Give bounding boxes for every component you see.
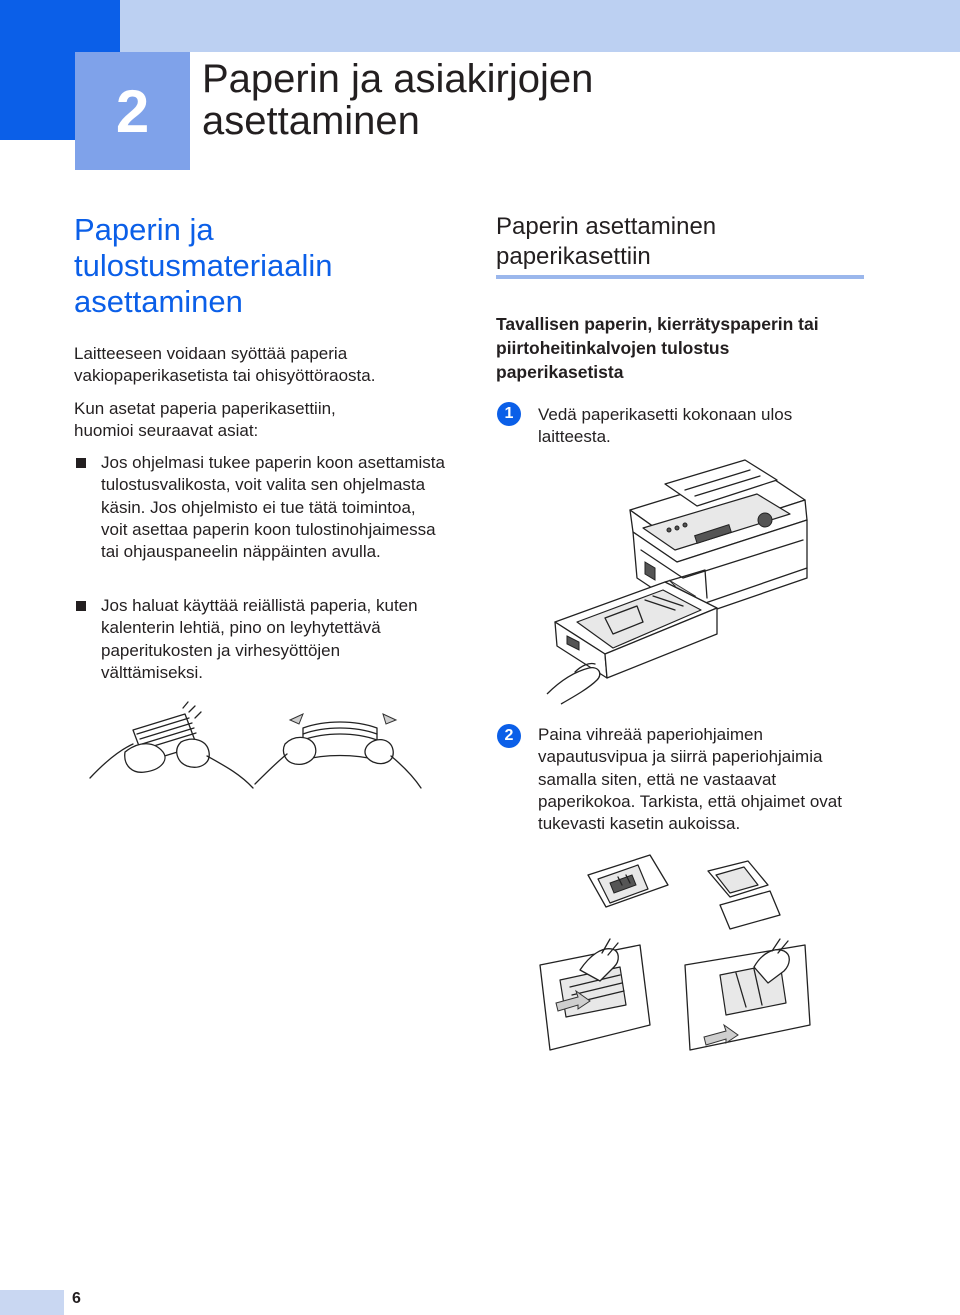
section-heading-line-2: tulostusmateriaalin [74,248,333,283]
bullet-text: Jos ohjelmasi tukee paperin koon asettamista tulostusvalikosta, voit valita sen ohjelmasta käsin. Jos ohjelmisto ei tue tätä toimintoa, voit asettaa paperin koon tulostinohjaimessa tai ohjauspaneelin näppäinten avulla. [101,453,445,562]
paper-guide-illustration [540,855,810,1055]
page-number: 6 [72,1290,81,1307]
section-heading [74,212,434,320]
procedure-heading [496,212,866,272]
step-text: Vedä paperikasetti kokonaan ulos laitteesta. [538,405,793,447]
procedure-heading-line-2: paperikasettiin [496,243,651,270]
step-text: Paina vihreää paperiohjaimen vapautusvipua ja siirrä paperiohjaimia samalla siten, että ne vastaavat paperikokoa. Tarkista, että ohjaimet ovat tukevasti kasetin aukoissa. [538,725,842,834]
bullet-text: Jos haluat käyttää reiällistä paperia, kuten kalenterin lehtiä, pino on leyhytettävä paperitukosten ja virhesyöttöjen välttämiseksi. [101,596,418,682]
step-number-badge: 1 [497,402,521,426]
chapter-title-line-2: asettaminen [202,99,420,143]
instructions-paragraph: Kun asetat paperia paperikasettiin, huomioi seuraavat asiat: [74,399,336,440]
header-strip [120,0,960,52]
fan-paper-illustration [85,700,425,800]
footer-bar [0,1290,64,1315]
section-heading-line-1: Paperin ja [74,212,214,247]
step-number-badge: 2 [497,724,521,748]
bullet-square-icon [76,601,86,611]
header-side-block [0,52,75,140]
section-heading-line-3: asettaminen [74,284,243,319]
chapter-number: 2 [75,52,190,170]
procedure-heading-line-1: Paperin asettaminen [496,213,717,240]
printer-tray-illustration [545,450,945,720]
header-accent-block [0,0,120,52]
intro-paragraph: Laitteeseen voidaan syöttää paperia vakiopaperikasetista tai ohisyöttöraosta. [74,344,376,385]
procedure-subheading: Tavallisen paperin, kierrätyspaperin tai piirtoheitinkalvojen tulostus paperikasetista [496,314,819,382]
chapter-title [202,58,922,142]
chapter-title-line-1: Paperin ja asiakirjojen [202,57,594,101]
bullet-square-icon [76,458,86,468]
heading-underline [496,275,864,279]
